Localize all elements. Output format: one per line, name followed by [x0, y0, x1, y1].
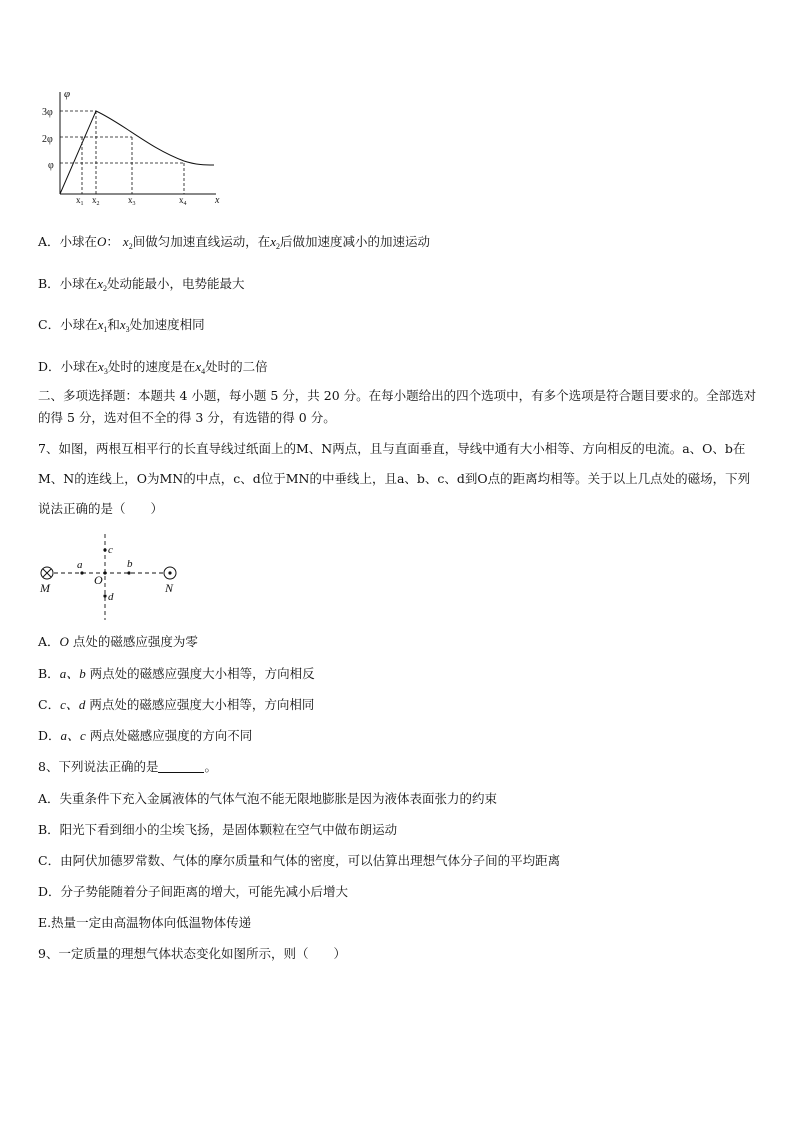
wire-n-out-of-page-icon: [164, 567, 176, 579]
y-tick-phi: φ: [48, 160, 54, 171]
label-n: N: [165, 581, 174, 595]
q6-option-a: A．小球在O： $x_2$间做匀加速直线运动，在$x_2$后做加速度减小的加速运动: [38, 234, 431, 251]
q9-stem: 9、一定质量的理想气体状态变化如图所示，则（ ）: [38, 946, 346, 961]
label-d: d: [108, 591, 114, 603]
x-tick-2: $x_2$: [92, 195, 100, 206]
q7-stem: 7、如图，两根互相平行的长直导线过纸面上的M、N两点，且与直面垂直，导线中通有大小相等、方向相反的电流。a、O、b在M、N的连线上，O为MN的中点，c、d位于MN的中垂线上，且a、b、c、d到O点的距离均相等。关于以上几点处的磁场，下列说法正确的是（ ）: [38, 441, 751, 516]
potential-graph: [34, 86, 234, 206]
section2-heading: 二、多项选择题：本题共 4 小题，每小题 5 分，共 20 分。在每小题给出的四个选项中，有多个选项是符合题目要求的。全部选对的得 5 分，选对但不全的得 3 分，有选错的得 0 分。: [38, 388, 757, 425]
label-a: a: [77, 559, 83, 571]
q7-option-d: D．a、c 两点处磁感应强度的方向不同: [38, 728, 253, 743]
q7-option-b: B．a、b 两点处的磁感应强度大小相等，方向相反: [38, 666, 315, 681]
label-m: M: [40, 581, 50, 595]
y-axis-label: φ: [64, 88, 71, 100]
q8-option-a: A．失重条件下充入金属液体的气体气泡不能无限地膨胀是因为液体表面张力的约束: [38, 791, 498, 806]
magnetic-field-figure: [36, 532, 186, 622]
q6-option-b: B．小球在$x_2$处动能最小，电势能最大: [38, 276, 245, 293]
label-b: b: [127, 558, 133, 570]
q8-option-d: D．分子势能随着分子间距离的增大，可能先减小后增大: [38, 884, 349, 899]
wire-m-into-page-icon: [41, 567, 53, 579]
point-o: [103, 571, 106, 574]
label-c: c: [108, 544, 113, 556]
q7-option-a: A．O 点处的磁感应强度为零: [38, 634, 198, 649]
x-tick-3: $x_3$: [128, 195, 136, 206]
potential-curve: [60, 111, 214, 194]
q8-stem: 8、下列说法正确的是 。: [38, 759, 217, 774]
y-tick-2phi: 2φ: [42, 134, 53, 145]
answer-blank: [158, 760, 204, 773]
point-b: [127, 571, 130, 574]
label-o: O: [94, 573, 103, 587]
point-a: [80, 571, 83, 574]
q7-option-c: C．c、d 两点处的磁感应强度大小相等，方向相同: [38, 697, 315, 712]
x-tick-4: $x_4$: [179, 195, 187, 206]
q8-option-c: C．由阿伏加德罗常数、气体的摩尔质量和气体的密度，可以估算出理想气体分子间的平均距离: [38, 853, 561, 868]
point-d: [103, 594, 106, 597]
q6-option-d: D．小球在$x_3$处时的速度是在$x_4$处时的二倍: [38, 359, 268, 376]
q8-option-e: E.热量一定由高温物体向低温物体传递: [38, 915, 252, 930]
y-tick-3phi: 3φ: [42, 107, 53, 118]
q8-option-b: B．阳光下看到细小的尘埃飞扬，是固体颗粒在空气中做布朗运动: [38, 822, 398, 837]
point-c: [103, 548, 106, 551]
x-axis-label: x: [215, 195, 220, 206]
q6-option-c: C．小球在$x_1$和$x_3$处加速度相同: [38, 317, 205, 334]
x-tick-1: $x_1$: [76, 195, 84, 206]
